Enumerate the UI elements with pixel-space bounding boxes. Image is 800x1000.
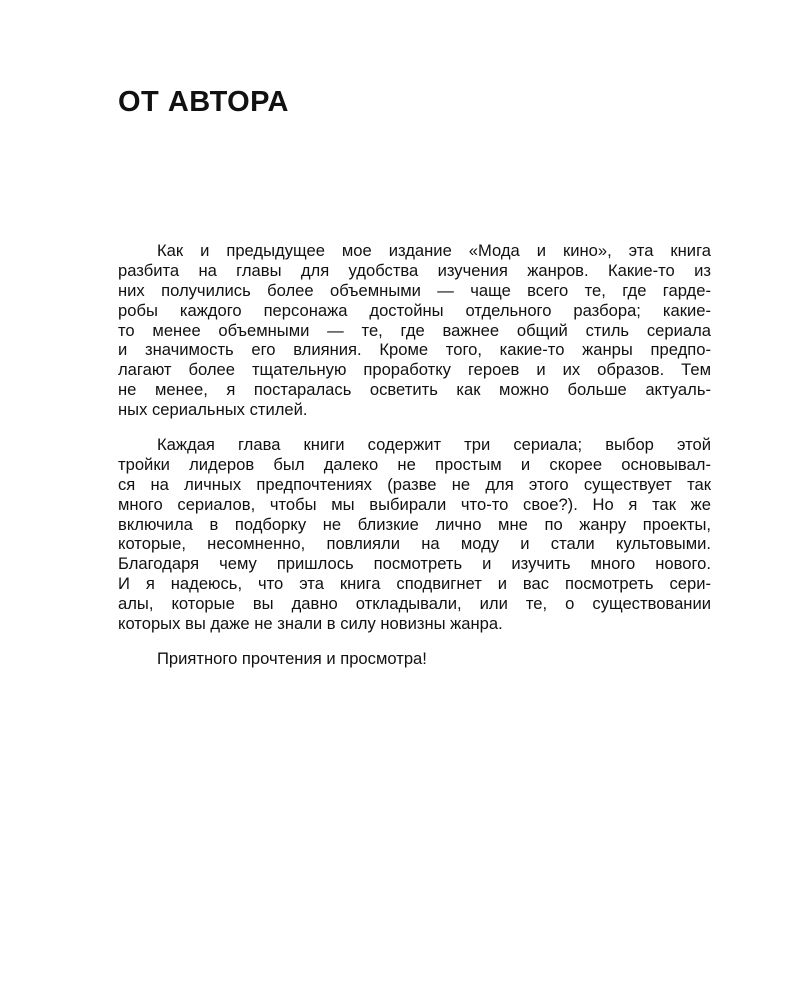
text-line: разбита на главы для удобства изучения жанров. Какие-то из — [118, 260, 711, 280]
text-line: и значимость его влияния. Кроме того, какие-то жанры предпо- — [118, 340, 711, 360]
paragraph-3 — [118, 649, 711, 669]
body-text — [118, 241, 711, 684]
page-title: ОТ АВТОРА — [118, 86, 289, 118]
paragraph-2 — [118, 435, 711, 634]
text-line: робы каждого персонажа достойны отдельного разбора; какие- — [118, 300, 711, 320]
text-line: тройки лидеров был далеко не простым и скорее основывал- — [118, 454, 711, 474]
text-line: которых вы даже не знали в силу новизны жанра. — [118, 614, 503, 634]
text-line: ных сериальных стилей. — [118, 400, 308, 420]
text-line: Как и предыдущее мое издание «Мода и кино», эта книга — [157, 241, 711, 260]
text-line: лагают более тщательную проработку героев и их образов. Тем — [118, 360, 711, 380]
text-line: алы, которые вы давно откладывали, или те, о существовании — [118, 594, 711, 614]
text-line: которые, несомненно, повлияли на моду и стали культовыми. — [118, 534, 711, 554]
text-line: Каждая глава книги содержит три сериала; выбор этой — [157, 435, 711, 455]
text-line: не менее, я постаралась осветить как можно больше актуаль- — [118, 380, 711, 400]
text-line: И я надеюсь, что эта книга сподвигнет и вас посмотреть сери- — [118, 574, 711, 594]
text-line: Приятного прочтения и просмотра! — [157, 648, 427, 668]
paragraph-1 — [118, 241, 711, 420]
text-line: ся на личных предпочтениях (разве не для этого существует так — [118, 474, 711, 494]
text-line: включила в подборку не близкие лично мне по жанру проекты, — [118, 514, 711, 534]
text-line: много сериалов, чтобы мы выбирали что-то свое?). Но я так же — [118, 494, 711, 514]
text-line: них получились более объемными — чаще всего те, где гарде- — [118, 280, 711, 300]
text-line: то менее объемными — те, где важнее общий стиль сериала — [118, 320, 711, 340]
text-line: Благодаря чему пришлось посмотреть и изучить много нового. — [118, 554, 711, 574]
